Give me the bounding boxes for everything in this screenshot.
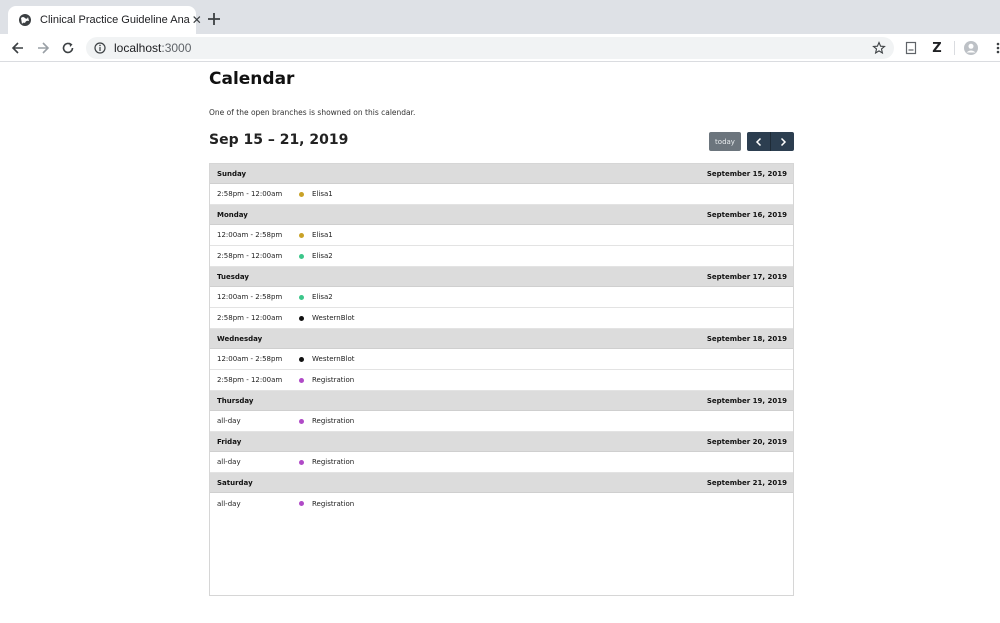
day-heading <box>210 205 793 225</box>
event-dot-icon <box>299 501 304 506</box>
event-time: 12:00am - 2:58pm <box>217 293 283 301</box>
back-arrow-icon[interactable] <box>10 40 26 56</box>
reload-icon[interactable] <box>60 40 76 56</box>
event-title: WesternBlot <box>312 355 355 363</box>
calendar-range-title: Sep 15 – 21, 2019 <box>209 132 349 148</box>
event-time: 2:58pm - 12:00am <box>217 190 283 198</box>
event-row[interactable] <box>210 411 793 432</box>
event-row[interactable] <box>210 184 793 205</box>
day-name[interactable]: Thursday <box>217 396 254 405</box>
tab-title: Clinical Practice Guideline Ana <box>40 14 190 26</box>
page-description: One of the open branches is showned on this calendar. <box>209 108 416 117</box>
event-time: all-day <box>217 458 241 466</box>
prev-next-button-group <box>747 132 794 151</box>
day-date[interactable]: September 16, 2019 <box>706 210 787 219</box>
day-name[interactable]: Wednesday <box>217 334 263 343</box>
address-bar[interactable] <box>86 37 894 59</box>
event-row[interactable] <box>210 493 793 514</box>
calendar-list-view <box>209 163 794 596</box>
event-dot-icon <box>299 378 304 383</box>
event-row[interactable] <box>210 287 793 308</box>
event-dot-icon <box>299 316 304 321</box>
chevron-left-icon <box>755 137 763 147</box>
browser-toolbar <box>0 34 1000 62</box>
reading-list-icon[interactable] <box>903 40 919 56</box>
event-time: 12:00am - 2:58pm <box>217 231 283 239</box>
new-tab-icon[interactable] <box>205 10 223 28</box>
event-row[interactable] <box>210 225 793 246</box>
day-name[interactable]: Monday <box>217 210 248 219</box>
event-dot-icon <box>299 357 304 362</box>
event-time: all-day <box>217 499 241 508</box>
close-icon[interactable]: ✕ <box>191 13 202 27</box>
event-time: 2:58pm - 12:00am <box>217 252 283 260</box>
day-date[interactable]: September 21, 2019 <box>706 478 787 487</box>
url-port: :3000 <box>161 41 192 55</box>
day-heading <box>210 473 793 493</box>
day-heading <box>210 329 793 349</box>
tab-strip <box>0 0 1000 34</box>
event-dot-icon <box>299 295 304 300</box>
event-dot-icon <box>299 460 304 465</box>
toolbar-divider <box>954 41 955 55</box>
bookmark-star-icon[interactable] <box>872 41 886 55</box>
event-time: 2:58pm - 12:00am <box>217 314 283 322</box>
event-dot-icon <box>299 419 304 424</box>
day-heading <box>210 432 793 452</box>
event-time: 2:58pm - 12:00am <box>217 376 283 384</box>
event-time: 12:00am - 2:58pm <box>217 355 283 363</box>
chevron-right-icon <box>779 137 787 147</box>
browser-tab[interactable] <box>8 6 202 34</box>
day-name[interactable]: Tuesday <box>217 272 249 281</box>
event-title: Elisa2 <box>312 293 333 301</box>
day-heading <box>210 391 793 411</box>
page-title: Calendar <box>209 69 295 89</box>
event-dot-icon <box>299 192 304 197</box>
profile-avatar-icon[interactable] <box>963 40 979 56</box>
event-title: Registration <box>312 376 355 384</box>
day-date[interactable]: September 19, 2019 <box>706 396 787 405</box>
menu-icon[interactable] <box>990 40 1000 56</box>
day-name[interactable]: Sunday <box>217 169 247 178</box>
event-time: all-day <box>217 417 241 425</box>
day-date[interactable]: September 20, 2019 <box>706 437 787 446</box>
event-title: WesternBlot <box>312 314 355 322</box>
day-name[interactable]: Friday <box>217 437 242 446</box>
event-title: Registration <box>312 458 355 466</box>
event-title: Registration <box>312 499 355 508</box>
event-row[interactable] <box>210 452 793 473</box>
calendar-list-body <box>210 164 793 514</box>
forward-arrow-icon[interactable] <box>35 40 51 56</box>
globe-icon <box>18 13 32 27</box>
day-date[interactable]: September 18, 2019 <box>706 334 787 343</box>
day-date[interactable]: September 17, 2019 <box>706 272 787 281</box>
today-button[interactable]: today <box>709 132 741 151</box>
day-heading <box>210 267 793 287</box>
event-row[interactable] <box>210 349 793 370</box>
event-dot-icon <box>299 233 304 238</box>
event-row[interactable] <box>210 308 793 329</box>
day-heading <box>210 164 793 184</box>
prev-button[interactable] <box>747 132 770 151</box>
event-title: Elisa2 <box>312 252 333 260</box>
event-title: Registration <box>312 417 355 425</box>
event-title: Elisa1 <box>312 231 333 239</box>
day-date[interactable]: September 15, 2019 <box>706 169 787 178</box>
next-button[interactable] <box>770 132 794 151</box>
url-text <box>114 41 191 55</box>
day-name[interactable]: Saturday <box>217 478 253 487</box>
event-row[interactable] <box>210 370 793 391</box>
event-title: Elisa1 <box>312 190 333 198</box>
info-icon[interactable] <box>94 42 106 54</box>
zotero-extension-icon[interactable]: Z <box>932 40 942 56</box>
event-dot-icon <box>299 254 304 259</box>
event-row[interactable] <box>210 246 793 267</box>
url-host: localhost <box>114 41 162 55</box>
